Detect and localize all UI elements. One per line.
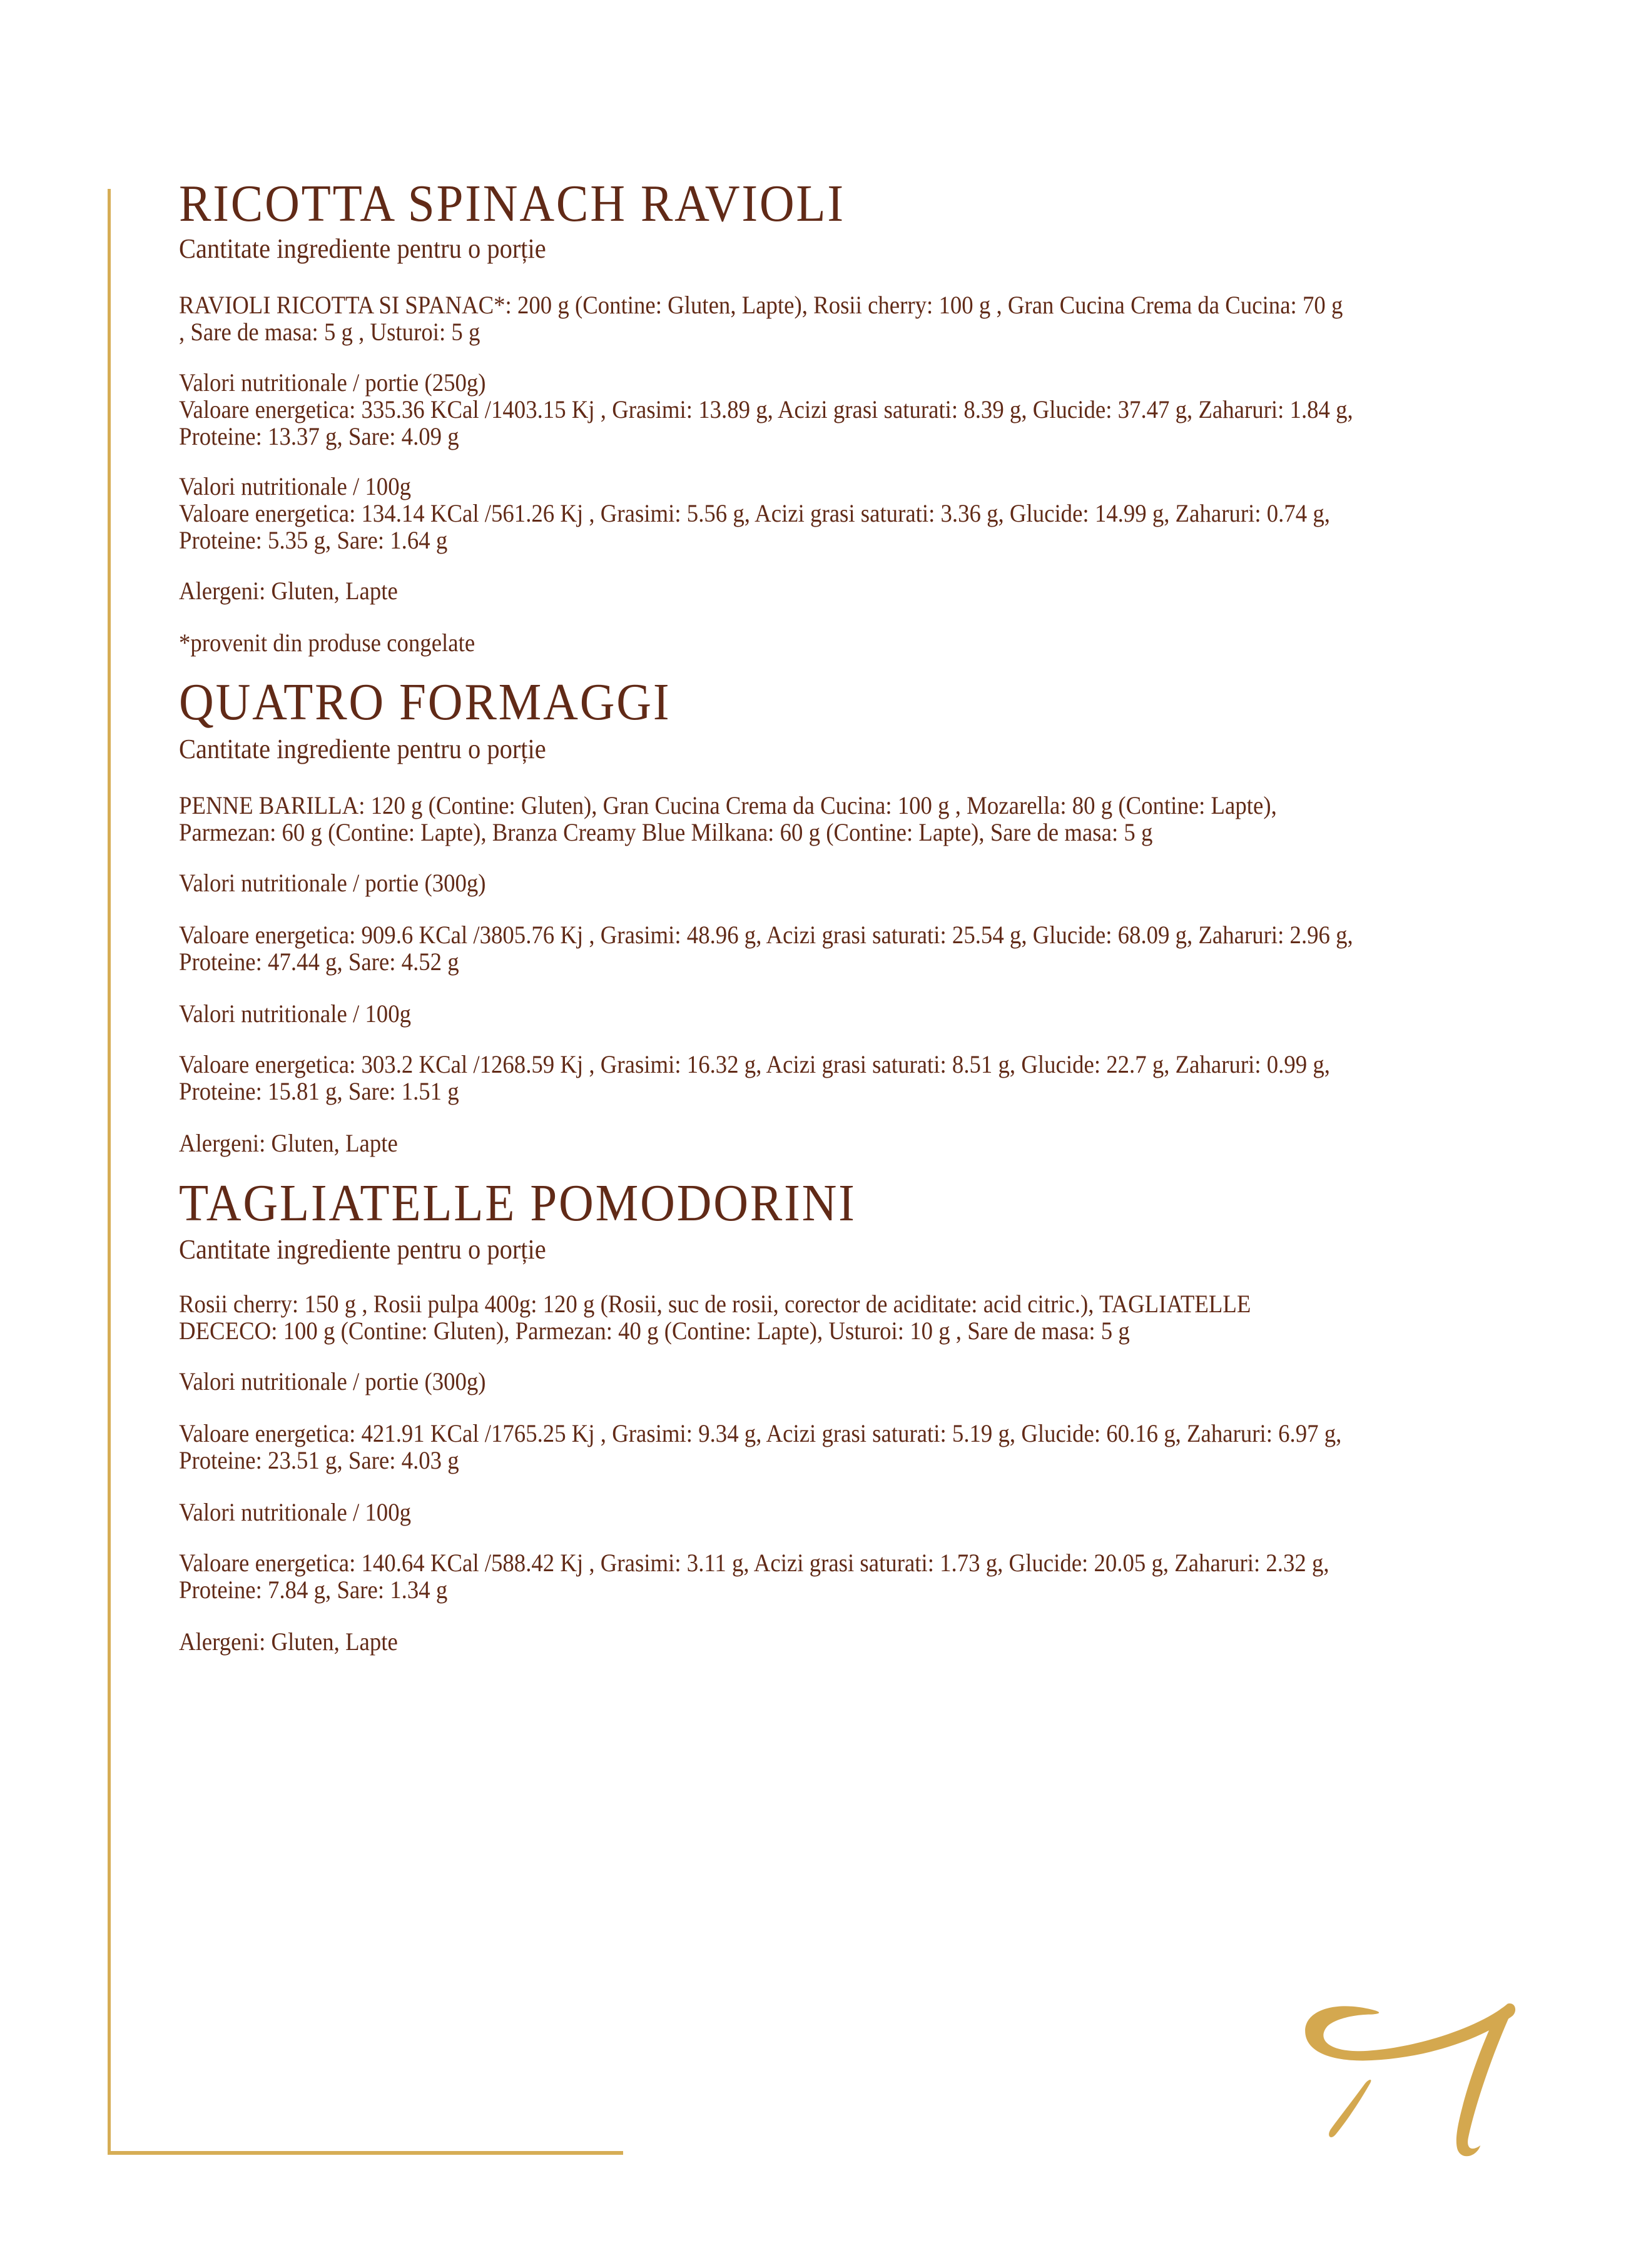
nutrition-per100-line: Valoare energetica: 134.14 KCal /561.26 Kj , Grasimi: 5.56 g, Acizi grasi saturati: 3.36 g, Glucide: 14.99 g, Zaharuri: 0.74 g,: [179, 499, 1330, 527]
nutrition-per100-header: Valori nutritionale / 100g: [179, 1000, 412, 1028]
nutrition-portion-header: Valori nutritionale / portie (250g): [179, 368, 486, 397]
ingredients-paragraph: [179, 1290, 1344, 1344]
calligraphic-swash-icon: [1296, 1995, 1519, 2185]
dish-title: QUATRO FORMAGGI: [179, 673, 671, 731]
ingredients-line: RAVIOLI RICOTTA SI SPANAC*: 200 g (Contine: Gluten, Lapte), Rosii cherry: 100 g , Gran Cucina Crema da Cucina: 70 g: [179, 291, 1343, 319]
ingredients-line: Parmezan: 60 g (Contine: Lapte), Branza Creamy Blue Milkana: 60 g (Contine: Lapte), Sare de masa: 5 g: [179, 818, 1153, 846]
nutrition-per100-header: Valori nutritionale / 100g: [179, 1498, 412, 1526]
ingredients-line: Rosii cherry: 150 g , Rosii pulpa 400g: 120 g (Rosii, suc de rosii, corector de aciditate: acid citric.), TAGLIATELLE: [179, 1290, 1251, 1318]
nutrition-per100-line: Proteine: 15.81 g, Sare: 1.51 g: [179, 1077, 459, 1105]
ingredients-line: , Sare de masa: 5 g , Usturoi: 5 g: [179, 318, 480, 346]
nutrition-per100-line: Valoare energetica: 303.2 KCal /1268.59 Kj , Grasimi: 16.32 g, Acizi grasi saturati: 8.51 g, Glucide: 22.7 g, Zaharuri: 0.99 g,: [179, 1050, 1330, 1078]
nutrition-per100-paragraph: [179, 1051, 1430, 1105]
nutrition-portion-paragraph: [179, 921, 1455, 975]
ingredients-line: PENNE BARILLA: 120 g (Contine: Gluten), Gran Cucina Crema da Cucina: 100 g , Mozarella: 80 g (Contine: Lapte),: [179, 791, 1277, 819]
nutrition-portion-paragraph: [179, 369, 1455, 450]
nutrition-per100-paragraph: [179, 473, 1430, 554]
dish-title: RICOTTA SPINACH RAVIOLI: [179, 175, 845, 233]
dish-title: TAGLIATELLE POMODORINI: [179, 1174, 856, 1232]
dish-subtitle: Cantitate ingrediente pentru o porție: [179, 734, 546, 764]
allergens-line: Alergeni: Gluten, Lapte: [179, 577, 398, 605]
nutrition-portion-header: Valori nutritionale / portie (300g): [179, 869, 486, 897]
left-gold-rule: [108, 189, 111, 2153]
ingredients-paragraph: [179, 291, 1444, 345]
nutrition-per100-line: Valoare energetica: 140.64 KCal /588.42 Kj , Grasimi: 3.11 g, Acizi grasi saturati: 1.73 g, Glucide: 20.05 g, Zaharuri: 2.32 g,: [179, 1549, 1329, 1577]
nutrition-portion-header: Valori nutritionale / portie (300g): [179, 1367, 486, 1395]
nutrition-portion-line: Proteine: 47.44 g, Sare: 4.52 g: [179, 948, 459, 976]
nutrition-per100-line: Proteine: 7.84 g, Sare: 1.34 g: [179, 1576, 448, 1604]
nutrition-per100-line: Proteine: 5.35 g, Sare: 1.64 g: [179, 526, 448, 554]
nutrition-portion-line: Proteine: 13.37 g, Sare: 4.09 g: [179, 422, 459, 450]
allergens-line: Alergeni: Gluten, Lapte: [179, 1628, 398, 1656]
nutrition-portion-line: Valoare energetica: 335.36 KCal /1403.15 Kj , Grasimi: 13.89 g, Acizi grasi saturati: 8.39 g, Glucide: 37.47 g, Zaharuri: 1.84 g,: [179, 395, 1353, 423]
dish-subtitle: Cantitate ingrediente pentru o porție: [179, 1234, 546, 1265]
ingredients-paragraph: [179, 792, 1372, 846]
frozen-products-footnote: *provenit din produse congelate: [179, 629, 475, 657]
nutrition-per100-paragraph: [179, 1549, 1429, 1603]
dish-subtitle: Cantitate ingrediente pentru o porție: [179, 233, 546, 264]
nutrition-per100-header: Valori nutritionale / 100g: [179, 472, 412, 500]
nutrition-portion-line: Valoare energetica: 421.91 KCal /1765.25 Kj , Grasimi: 9.34 g, Acizi grasi saturati: 5.19 g, Glucide: 60.16 g, Zaharuri: 6.97 g,: [179, 1419, 1342, 1447]
nutrition-portion-line: Valoare energetica: 909.6 KCal /3805.76 Kj , Grasimi: 48.96 g, Acizi grasi saturati: 25.54 g, Glucide: 68.09 g, Zaharuri: 2.96 g,: [179, 921, 1353, 949]
nutrition-portion-line: Proteine: 23.51 g, Sare: 4.03 g: [179, 1446, 459, 1474]
allergens-line: Alergeni: Gluten, Lapte: [179, 1129, 398, 1157]
bottom-gold-rule: [108, 2151, 623, 2155]
nutrition-portion-paragraph: [179, 1420, 1443, 1474]
ingredients-line: DECECO: 100 g (Contine: Gluten), Parmezan: 40 g (Contine: Lapte), Usturoi: 10 g , Sare de masa: 5 g: [179, 1317, 1130, 1345]
